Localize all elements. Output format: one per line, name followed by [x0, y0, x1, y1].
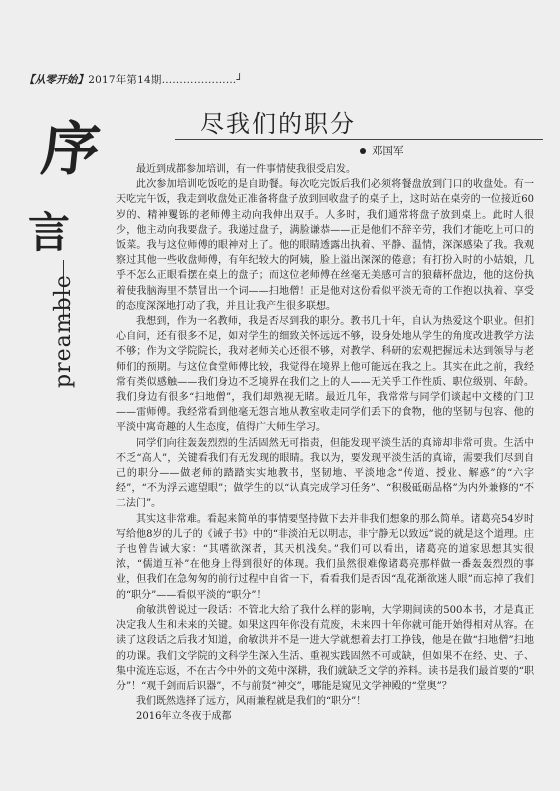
bullet-icon: [360, 148, 366, 154]
column-name: 【从零开始】: [24, 74, 89, 86]
paragraph: 我想到，作为一名教师，我是否尽到我的职分。教书几十年，自认为热爱这个职业。但扪心自问，还有很多不足，如对学生的细致关怀远远不够，设身处地从学生的角度改进教学方法不够；作为文学院院长，我对老师关心还很不够，对教学、科研的宏观把握远未达到领导与老师们的预期。与这位食堂师傅比较，我觉得在境界上他可能远在我之上。其实在此之前，我经常有类似感触——我们身边不乏境界在我们之上的人——无关乎工作性质、职位级别、年龄。我们身边有很多“扫地僧”，我们却熟视无睹。最近几年，我常常与同学们谈起中文楼的门卫——雷师傅。我经常看到他毫无怨言地从教室收走同学们丢下的食物，他的坚韧与包容、他的平淡中寓奇趣的人生态度，值得广大师生学习。: [116, 316, 534, 434]
page-header: [24, 72, 243, 87]
decorative-character-xu: 序: [38, 115, 104, 183]
header-dots: …………………┘: [161, 74, 244, 86]
decorative-character-yan: 言: [28, 208, 71, 257]
title-rule: [175, 139, 543, 140]
issue-label: 2017年第14期: [88, 74, 162, 86]
paragraph: 俞敏洪曾说过一段话：不管北大给了我什么样的影响，大学期间读的500本书，才是真正决定我人生和未来的关键。如果这四年你没有荒废，未来四十年你就可能开始得相对从容。在读了这段话之后我才知道，俞敏洪并不是一进大学就想着去打工挣钱，他是在做“扫地僧”扫地的功课。我们文学院的文科学生深入生活、重视实践固然不可或缺，但如果不在经、史、子、集中流连忘返，不在古今中外的文苑中深耕，我们就缺乏文学的养料。读书是我们最首要的“职分”！“观千剑而后识器”，不与前贤“神交”，哪能是窥见文学神殿的“堂奥”？: [116, 604, 534, 692]
paragraph: 此次参加培训吃饭吃的是自助餐。每次吃完饭后我们必须将餐盘放到门口的收盘处。有一天吃完午饭，我走到收盘处正准备将盘子放到回收盘子的桌子上，这时站在桌旁的一位接近60岁的、精神矍铄的老师傅主动向我伸出双手。人多时，我们通常将盘子放到桌上。此时人很少，他主动向我要盘子。我递过盘子，满脸谦恭——正是他们不辞辛劳，我们才能吃上可口的饭菜。我与这位师傅的眼神对上了。他的眼睛透露出执着、平静、温情，深深感染了我。我观察过其他一些收盘师傅，有年纪较大的阿姨，脸上溢出深深的倦意；有打扮入时的小姑娘，几乎不怎么正眼看摆在桌上的盘子；而这位老师傅在丝毫无美感可言的狼藉杯盘边，他的这份执着使我脑海里不禁冒出一个词——扫地僧！正是他对这份看似平淡无奇的工作抱以执着、享受的态度深深地打动了我，并且让我产生很多联想。: [116, 179, 534, 312]
article-title: 尽我们的职分: [200, 110, 356, 138]
article-body: [116, 162, 534, 725]
paragraph: 其实这非常难。看起来简单的事情要坚持做下去并非我们想象的那么简单。诸葛亮54岁时写给他8岁的儿子的《诫子书》中的“非淡泊无以明志，非宁静无以致远”说的就是这个道理。庄子也曾告诫大家：“其嗜欲深者，其天机浅矣。”我们可以看出，诸葛亮的道家思想其实很浓，“儒道互补”在他身上得到很好的体现。我们虽然很难像诸葛亮那样做一番轰轰烈烈的事业，但我们在急匆匆的前行过程中自省一下，看看我们是否因“乱花渐欲迷人眼”而忘掉了我们的“职分”——看似平淡的“职分”！: [116, 513, 534, 601]
author-line: [360, 143, 404, 158]
signature-date: 2016年立冬夜于成都: [136, 711, 232, 723]
author-name: 邓国军: [372, 145, 404, 157]
paragraph: 同学们向往轰轰烈烈的生活固然无可指责，但能发现平淡生活的真谛却非常可贵。生活中不乏“高人”，关键看我们有无发现的眼睛。我以为，要发现平淡生活的真谛，需要我们尽到自己的职分——做老师的踏踏实实地教书，坚韧地、平淡地念“传道、授业、解惑”的“六字经”，“不为浮云遮望眼”；做学生的以“认真完成学习任务”、“积极砥砺品格”为内外兼修的“不二法门”。: [116, 437, 534, 510]
preamble-label: preamble: [51, 274, 76, 388]
paragraph: 我们既然选择了远方，风雨兼程就是我们的“职分”！: [136, 696, 367, 708]
paragraph: 最近到成都参加培训，有一件事情使我很受启发。: [136, 164, 356, 175]
